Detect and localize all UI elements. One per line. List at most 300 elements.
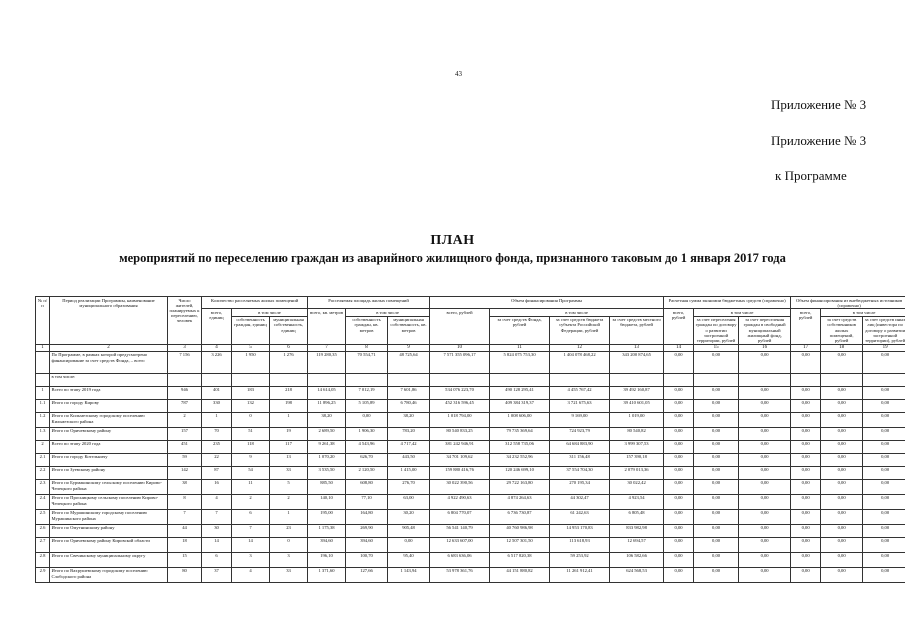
row-value-cell: 0,00 (694, 509, 739, 524)
row-value-cell: 0,00 (863, 479, 905, 494)
column-number-cell: 17 (791, 344, 821, 351)
row-value-cell: 54 (232, 466, 270, 479)
row-value-cell: 0,00 (821, 386, 863, 399)
row-value-cell: 1 175,38 (308, 524, 346, 537)
row-value-cell: 0,00 (739, 567, 791, 582)
row-value-cell: 159 880 416,76 (430, 466, 490, 479)
row-value-cell: 626,70 (346, 453, 388, 466)
row-value-cell: 0,00 (346, 412, 388, 427)
row-value-cell: 120 246 699,10 (490, 466, 550, 479)
row-value-cell: 6 517 820,38 (490, 552, 550, 567)
row-value-cell: 0,00 (791, 479, 821, 494)
row-value-cell: 0,00 (739, 412, 791, 427)
row-value-cell: 0,00 (739, 494, 791, 509)
row-value-cell: 1 404 078 468,22 (550, 351, 610, 373)
row-value-cell: 4 543,96 (346, 440, 388, 453)
row-value-cell: 4 874 264,63 (490, 494, 550, 509)
hdr-extra-group: Объем финансирования из внебюджетных источников (справочно) (791, 297, 905, 309)
column-number-cell: 5 (232, 344, 270, 351)
row-value-cell: 724 923,79 (550, 427, 610, 440)
row-value-cell: 0,00 (664, 479, 694, 494)
row-value-cell: 0,00 (664, 466, 694, 479)
doc-subtitle: мероприятий по переселению граждан из аварийного жилищного фонда, признанного таковым до 1 января 2017 года (119, 251, 786, 265)
row-value-cell: 0,00 (863, 537, 905, 552)
page-number: 43 (455, 70, 462, 78)
row-value-cell: 0,00 (694, 399, 739, 412)
row-value-cell: 4 (202, 494, 232, 509)
row-value-cell: 140,10 (308, 494, 346, 509)
hdr-extra-a: за счет средств собственников жилых помещений, рублей (821, 316, 863, 344)
row-value-cell: 7 (232, 524, 270, 537)
hdr-area-private: собственность граждан, кв. метров (346, 316, 388, 344)
row-value-cell: 218 (270, 386, 308, 399)
row-value-cell: 1 906,30 (346, 427, 388, 440)
hdr-stage: Период реализации Программы, наименование муниципального образования (50, 297, 168, 345)
row-value-cell: 2 689,50 (308, 427, 346, 440)
row-value-cell: 195,00 (308, 509, 346, 524)
row-value-cell: 0,00 (821, 412, 863, 427)
table-row (36, 373, 905, 386)
row-value-cell: 0,00 (863, 494, 905, 509)
row-value-cell (168, 373, 202, 386)
row-value-cell: 6 (232, 509, 270, 524)
row-value-cell: 0,00 (388, 537, 430, 552)
row-number: 2.6 (36, 524, 50, 537)
row-value-cell (232, 373, 270, 386)
row-value-cell: 15 (168, 552, 202, 567)
row-value-cell: 113 618,93 (550, 537, 610, 552)
table-row (36, 494, 905, 509)
row-number: 1.3 (36, 427, 50, 440)
row-value-cell: 343 200 874,65 (610, 351, 664, 373)
row-value-cell (739, 373, 791, 386)
row-value-cell (610, 373, 664, 386)
row-value-cell: 0,00 (664, 537, 694, 552)
row-value-cell: 0,00 (791, 524, 821, 537)
row-value-cell: 452 316 596,45 (430, 399, 490, 412)
row-value-cell (490, 373, 550, 386)
row-value-cell (308, 373, 346, 386)
row-value-cell: 4 455 767,42 (550, 386, 610, 399)
row-name: Итого по городу Кирову (50, 399, 168, 412)
row-value-cell: 44 151 880,82 (490, 567, 550, 582)
row-value-cell: 0,00 (863, 524, 905, 537)
row-value-cell: 12 694,57 (610, 537, 664, 552)
row-number (36, 373, 50, 386)
row-value-cell: 0,00 (863, 552, 905, 567)
column-number-cell: 19 (863, 344, 905, 351)
row-value-cell (346, 373, 388, 386)
row-value-cell (202, 373, 232, 386)
row-number: 2.8 (36, 552, 50, 567)
table-row (36, 509, 905, 524)
row-value-cell: 0,00 (664, 351, 694, 373)
row-value-cell: 0,00 (664, 440, 694, 453)
row-value-cell: 0,00 (694, 412, 739, 427)
row-value-cell: 5 (270, 479, 308, 494)
row-value-cell: 0,00 (739, 351, 791, 373)
row-value-cell: 0,00 (694, 537, 739, 552)
row-value-cell: 0,00 (791, 351, 821, 373)
table-row (36, 537, 905, 552)
row-name: в том числе: (50, 373, 168, 386)
column-number-cell: 3 (168, 344, 202, 351)
row-value-cell: 0,00 (739, 479, 791, 494)
row-value-cell: 0,00 (863, 509, 905, 524)
row-number: 2.2 (36, 466, 50, 479)
row-value-cell: 0,00 (791, 453, 821, 466)
row-value-cell: 0,00 (821, 427, 863, 440)
row-value-cell: 87 (202, 466, 232, 479)
row-value-cell: 64 684 883,90 (550, 440, 610, 453)
row-value-cell: 0,00 (664, 494, 694, 509)
row-value-cell: 38,20 (388, 412, 430, 427)
row-value-cell: 3 (232, 552, 270, 567)
row-value-cell: 80 (168, 567, 202, 582)
hdr-rooms-municipal: муниципальная собственность, единиц (270, 316, 308, 344)
row-value-cell: 100,70 (346, 552, 388, 567)
table-row (36, 466, 905, 479)
row-value-cell: 29 722 163,80 (490, 479, 550, 494)
column-number-cell: 14 (664, 344, 694, 351)
row-value-cell: 0,00 (739, 466, 791, 479)
row-value-cell: 0,00 (863, 440, 905, 453)
row-value-cell: 0,00 (821, 351, 863, 373)
row-value-cell: 80 540,82 (610, 427, 664, 440)
row-value-cell: 2 079 013,36 (610, 466, 664, 479)
row-value-cell (430, 373, 490, 386)
row-number: 2.4 (36, 494, 50, 509)
row-value-cell: 14 953 170,83 (550, 524, 610, 537)
row-value-cell: 394,60 (308, 537, 346, 552)
row-value-cell: 2 120,50 (346, 466, 388, 479)
row-value-cell: 44 302,47 (550, 494, 610, 509)
hdr-fin-total: всего, рублей (430, 309, 490, 344)
row-name: Итого по Вахрушевскому городскому поселению Слободского района (50, 567, 168, 582)
row-value-cell: 9 169,00 (550, 412, 610, 427)
row-value-cell: 451 (168, 440, 202, 453)
row-name: Итого по Кильмезскому городскому поселению Кильмезского района (50, 412, 168, 427)
row-value-cell: 14 (202, 537, 232, 552)
table-row (36, 412, 905, 427)
row-value-cell: 5 824 075 753,30 (490, 351, 550, 373)
row-value-cell: 624 568,53 (610, 567, 664, 582)
row-number: 1 (36, 386, 50, 399)
row-name: Итого по Мурашинскому городскому поселению Мурашинского района (50, 509, 168, 524)
hdr-rooms-private: собственность граждан, единиц (232, 316, 270, 344)
row-number: 2.7 (36, 537, 50, 552)
table-body (36, 344, 905, 582)
row-value-cell: 1 (202, 412, 232, 427)
row-value-cell: 30 022,42 (610, 479, 664, 494)
appendix-label-3: к Программе (775, 168, 847, 183)
table-row (36, 479, 905, 494)
row-value-cell: 0,00 (694, 524, 739, 537)
table-row (36, 427, 905, 440)
row-value-cell: 6 780,46 (388, 399, 430, 412)
row-number: 2.9 (36, 567, 50, 582)
row-value-cell: 3 226 (202, 351, 232, 373)
plan-table-wrapper (35, 296, 905, 583)
row-value-cell: 56 541 140,79 (430, 524, 490, 537)
row-value-cell: 7 571 355 096,17 (430, 351, 490, 373)
row-value-cell: 6 804 770,07 (430, 509, 490, 524)
row-value-cell: 4 (232, 567, 270, 582)
row-value-cell: 30,20 (388, 509, 430, 524)
row-name: Всего по этапу 2020 года (50, 440, 168, 453)
row-value-cell: 0,00 (821, 494, 863, 509)
row-value-cell: 1 018 794,00 (430, 412, 490, 427)
row-value-cell: 276,70 (388, 479, 430, 494)
hdr-fin-group: Объем финансирования Программы (430, 297, 664, 309)
row-value-cell: 0,00 (791, 427, 821, 440)
row-value-cell: 1 (270, 509, 308, 524)
column-number-cell: 8 (346, 344, 388, 351)
row-value-cell: 38 (168, 479, 202, 494)
row-value-cell: 0,00 (739, 509, 791, 524)
row-value-cell: 0,00 (664, 427, 694, 440)
row-value-cell: 4 717,42 (388, 440, 430, 453)
row-value-cell: 0,00 (821, 479, 863, 494)
row-value-cell: 0,00 (664, 552, 694, 567)
row-value-cell: 1 070,20 (308, 453, 346, 466)
hdr-rooms-total: всего, единиц (202, 309, 232, 344)
column-number-cell: 7 (308, 344, 346, 351)
row-value-cell: 95,40 (388, 552, 430, 567)
row-value-cell: 119 280,35 (308, 351, 346, 373)
table-row (36, 440, 905, 453)
row-value-cell: 7 (168, 509, 202, 524)
hdr-area-total: всего, кв. метров (308, 309, 346, 344)
row-value-cell: 409 384 319,37 (490, 399, 550, 412)
row-name: Итого по городу Котельничу (50, 453, 168, 466)
row-value-cell: 833 982,98 (610, 524, 664, 537)
row-value-cell: 0,00 (821, 509, 863, 524)
hdr-fin-sub: в том числе (490, 309, 664, 316)
row-value-cell: 80 540 833,25 (430, 427, 490, 440)
row-value-cell: 14 (232, 537, 270, 552)
row-value-cell: 270 195,34 (550, 479, 610, 494)
row-value-cell: 196,10 (308, 552, 346, 567)
row-value-cell: 311 156,48 (550, 453, 610, 466)
row-value-cell: 59 253,92 (550, 552, 610, 567)
row-value-cell: 9 (232, 453, 270, 466)
row-value-cell (270, 373, 308, 386)
hdr-area-municipal: муниципальная собственность, кв. метров (388, 316, 430, 344)
column-number-cell: 6 (270, 344, 308, 351)
row-value-cell: 0,00 (694, 453, 739, 466)
row-value-cell: 534 076 223,70 (430, 386, 490, 399)
column-number-cell: 12 (550, 344, 610, 351)
row-value-cell: 0,00 (664, 386, 694, 399)
row-value-cell: 157 390,18 (610, 453, 664, 466)
row-value-cell: 0,00 (694, 427, 739, 440)
hdr-extra-b: за счет средств иных лиц (инвестора по договору о развитии застроенной территории), рублей (863, 316, 905, 344)
table-row (36, 453, 905, 466)
row-value-cell: 3 999 307,53 (610, 440, 664, 453)
row-value-cell (791, 373, 821, 386)
hdr-extra-sub: в том числе (821, 309, 905, 316)
row-value-cell: 2 (270, 494, 308, 509)
row-value-cell: 235 (202, 440, 232, 453)
row-value-cell: 6 683 636,06 (430, 552, 490, 567)
column-number-cell: 16 (739, 344, 791, 351)
row-number: 1.1 (36, 399, 50, 412)
row-value-cell: 11 261 912,41 (550, 567, 610, 582)
row-value-cell: 6 736 730,87 (490, 509, 550, 524)
row-value-cell: 608,80 (346, 479, 388, 494)
row-name: Итого по Бурмакинскому сельскому поселению Кирово-Чепецкого района (50, 479, 168, 494)
hdr-comp-group: Расчетная сумма экономии бюджетных средств (справочно) (664, 297, 791, 309)
row-value-cell: 394,60 (346, 537, 388, 552)
hdr-rooms-sub: в том числе (232, 309, 308, 316)
row-value-cell: 18 (168, 537, 202, 552)
row-value-cell: 1 950 (232, 351, 270, 373)
row-value-cell: 7 601,86 (388, 386, 430, 399)
row-value-cell: 1 (270, 412, 308, 427)
row-value-cell: 1 276 (270, 351, 308, 373)
row-value-cell: 127,66 (346, 567, 388, 582)
row-value-cell: 53 978 361,76 (430, 567, 490, 582)
hdr-fin-fund: за счет средств Фонда, рублей (490, 316, 550, 344)
row-value-cell: 33 (270, 567, 308, 582)
row-name: По Программе, в рамках которой предусмотрено финансирование за счет средств Фонда, – всего (50, 351, 168, 373)
row-value-cell: 885,50 (308, 479, 346, 494)
row-name: Всего по этапу 2019 года (50, 386, 168, 399)
table-header (36, 297, 905, 345)
row-value-cell: 0,00 (694, 494, 739, 509)
row-name: Итого по Оричевскому району Кировской области (50, 537, 168, 552)
row-value-cell: 183 (232, 386, 270, 399)
row-value-cell: 946 (168, 386, 202, 399)
table-row (36, 386, 905, 399)
row-value-cell: 0,00 (863, 427, 905, 440)
row-value-cell: 30 (202, 524, 232, 537)
column-number-row (36, 344, 905, 351)
row-value-cell: 0,00 (821, 524, 863, 537)
row-value-cell: 0,00 (694, 479, 739, 494)
column-number-cell: 10 (430, 344, 490, 351)
hdr-comp-a: за счет переселения граждан по договору о развитии застроенной территории, рублей (694, 316, 739, 344)
row-value-cell: 8 (168, 494, 202, 509)
hdr-area-sub: в том числе (346, 309, 430, 316)
row-value-cell: 490 128 295,41 (490, 386, 550, 399)
hdr-fin-region: за счет средств бюджета субъекта Российской Федерации, рублей (550, 316, 610, 344)
row-value-cell: 0,00 (791, 386, 821, 399)
table-row (36, 567, 905, 582)
row-value-cell: 0,00 (694, 386, 739, 399)
table-row (36, 552, 905, 567)
row-value-cell: 51 (232, 427, 270, 440)
appendix-label-1: Приложение № 3 (771, 97, 867, 112)
row-value-cell: 0,00 (664, 509, 694, 524)
row-value-cell: 0,00 (863, 453, 905, 466)
row-value-cell: 12 633 607,00 (430, 537, 490, 552)
row-value-cell: 269,90 (346, 524, 388, 537)
row-value-cell: 0,00 (739, 524, 791, 537)
row-value-cell: 0,00 (791, 567, 821, 582)
row-number: 2.5 (36, 509, 50, 524)
hdr-comp-total: всего, рублей (664, 309, 694, 344)
row-value-cell: 44 (168, 524, 202, 537)
row-value-cell (863, 373, 905, 386)
row-value-cell: 142 (168, 466, 202, 479)
row-value-cell: 0,00 (739, 552, 791, 567)
row-value-cell: 6 805,48 (610, 509, 664, 524)
table-row (36, 399, 905, 412)
row-value-cell: 0,00 (821, 537, 863, 552)
doc-title: ПЛАН (430, 233, 475, 248)
row-value-cell: 1 143,94 (388, 567, 430, 582)
column-number-cell: 1 (36, 344, 50, 351)
column-number-cell: 2 (50, 344, 168, 351)
row-value-cell: 0,00 (664, 453, 694, 466)
row-value-cell: 2 (232, 494, 270, 509)
row-value-cell: 0,00 (694, 351, 739, 373)
row-value-cell: 0,00 (791, 494, 821, 509)
row-value-cell: 198 (270, 399, 308, 412)
row-value-cell: 0,00 (664, 412, 694, 427)
row-value-cell: 0,00 (739, 386, 791, 399)
row-value-cell: 164,80 (346, 509, 388, 524)
row-value-cell: 106 582,66 (610, 552, 664, 567)
row-value-cell: 0 (232, 412, 270, 427)
row-value-cell: 0,00 (821, 440, 863, 453)
row-value-cell (550, 373, 610, 386)
column-number-cell: 4 (202, 344, 232, 351)
row-value-cell: 3 721 675,63 (550, 399, 610, 412)
row-value-cell: 312 558 735,06 (490, 440, 550, 453)
hdr-no: № п/п (36, 297, 50, 345)
row-value-cell: 9 261,38 (308, 440, 346, 453)
row-value-cell: 401 (202, 386, 232, 399)
row-value-cell: 1 371,60 (308, 567, 346, 582)
row-value-cell: 63,00 (388, 494, 430, 509)
row-value-cell: 2 (168, 412, 202, 427)
row-value-cell: 33 (270, 466, 308, 479)
row-value-cell: 330 (202, 399, 232, 412)
row-value-cell: 0,00 (821, 399, 863, 412)
row-value-cell: 0,00 (863, 399, 905, 412)
row-value-cell (821, 373, 863, 386)
row-value-cell: 40 760 986,98 (490, 524, 550, 537)
row-value-cell: 1 415,00 (388, 466, 430, 479)
row-value-cell: 0,00 (863, 412, 905, 427)
row-value-cell: 0,00 (791, 466, 821, 479)
row-number: 2.3 (36, 479, 50, 494)
row-number: 2 (36, 440, 50, 453)
row-value-cell: 30 022 390,56 (430, 479, 490, 494)
row-value-cell: 13 (270, 453, 308, 466)
row-value-cell: 0,00 (791, 509, 821, 524)
row-value-cell: 37 554 704,30 (550, 466, 610, 479)
row-value-cell: 787 (168, 399, 202, 412)
column-number-cell: 15 (694, 344, 739, 351)
hdr-fin-local: за счет средств местного бюджета, рублей (610, 316, 664, 344)
table-row (36, 351, 905, 373)
row-name: Итого по Свечинскому муниципальному округу (50, 552, 168, 567)
row-value-cell: 38,20 (308, 412, 346, 427)
column-number-cell: 11 (490, 344, 550, 351)
row-value-cell: 22 (202, 453, 232, 466)
row-value-cell: 34 701 109,62 (430, 453, 490, 466)
row-value-cell: 59 (168, 453, 202, 466)
row-value-cell: 6 (202, 552, 232, 567)
row-value-cell: 5 105,89 (346, 399, 388, 412)
row-value-cell (388, 373, 430, 386)
row-value-cell: 0 (270, 537, 308, 552)
row-value-cell: 0,00 (821, 552, 863, 567)
